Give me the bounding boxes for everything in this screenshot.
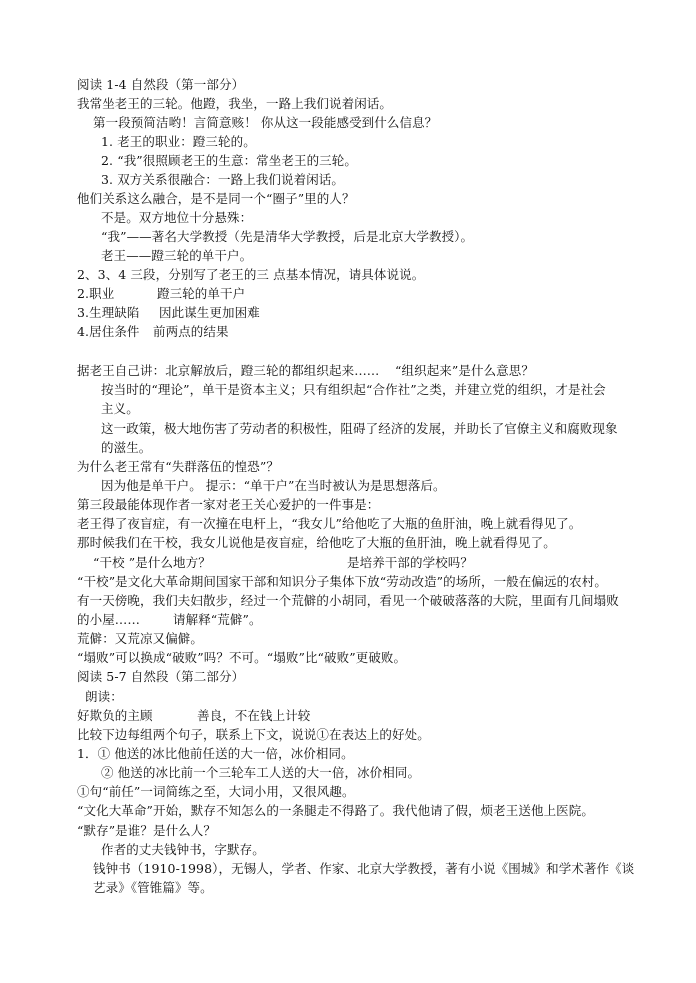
list-item: 1．① 他送的冰比他前任送的大一倍，冰价相同。	[77, 746, 354, 761]
text-line: 的小屋……	[77, 612, 141, 627]
text-line: 我常坐老王的三轮。他蹬，我坐，一路上我们说着闲话。	[77, 96, 393, 111]
section-heading-part-two: 阅读 5-7 自然段（第二部分）	[77, 669, 245, 684]
text-line: 荒僻：又荒凉又偏僻。	[77, 631, 204, 646]
section-heading-part-one: 阅读 1-4 自然段（第一部分）	[77, 77, 245, 92]
list-item: 2. “我”很照顾老王的生意：常坐老王的三轮。	[101, 153, 357, 168]
text-line: 主义。	[101, 401, 139, 416]
list-item-value: 蹬三轮的单干户	[157, 286, 246, 301]
question-line: 他们关系这么融合，是不是同一个“圈子”里的人？	[77, 191, 355, 206]
text-line: 的滋生。	[101, 440, 152, 455]
text-line: 朗读：	[85, 689, 123, 704]
list-item-label: 4.居住条件	[77, 324, 140, 339]
text-line: 善良，不在钱上计较	[197, 708, 311, 723]
list-item-value: 因此谋生更加困难	[159, 305, 260, 320]
text-line: 据老王自己讲：北京解放后，蹬三轮的都组织起来……	[77, 363, 380, 378]
text-line: “文化大革命”开始，默存不知怎么的一条腿走不得路了。我代他请了假，烦老王送他上医院。	[77, 803, 594, 818]
text-line: 那时候我们在干校，我女儿说他是夜盲症，给他吃了大瓶的鱼肝油，晚上就看得见了。	[77, 535, 556, 550]
question-line: 请解释“荒僻”。	[173, 612, 262, 627]
text-line: 2、3、4 三段，分别写了老王的三 点基本情况，请具体说说。	[77, 267, 425, 282]
question-line: 为什么老王常有“失群落伍的惶恐”？	[77, 459, 279, 474]
text-line: “塌败”可以换成“破败”吗？不可。“塌败”比“破败”更破败。	[77, 650, 407, 665]
question-line: “默存”是谁？是什么人？	[77, 823, 216, 838]
list-item: ② 他送的冰比前一个三轮车工人送的大一倍，冰价相同。	[101, 765, 421, 780]
list-item: 3. 双方关系很融合：一路上我们说着闲话。	[101, 172, 345, 187]
text-line: 比较下边每组两个句子，联系上下文，说说①在表达上的好处。	[77, 727, 430, 742]
text-line: 作者的丈夫钱钟书，字默存。	[101, 842, 265, 857]
text-line: 好欺负的主顾	[77, 708, 153, 723]
text-line: ①句“前任”一词简练之至，大词小用，又很风趣。	[77, 784, 355, 799]
text-line: 这一政策，极大地伤害了劳动者的积极性，阻碍了经济的发展，并助长了官僚主义和腐败现象	[101, 421, 618, 436]
text-line: “我”——著名大学教授（先是清华大学教授，后是北京大学教授）。	[101, 229, 474, 244]
text-line: 按当时的“理论”，单干是资本主义；只有组织起“合作社”之类，并建立党的组织，才是社会	[101, 382, 606, 397]
list-item-label: 3.生理缺陷	[77, 305, 140, 320]
question-line: “组织起来”是什么意思？	[395, 363, 534, 378]
question-line: 是培养干部的学校吗？	[347, 555, 474, 570]
question-line: “干校 ”是什么地方？	[93, 555, 211, 570]
text-line: 艺录》《管锥篇》等。	[93, 880, 213, 895]
text-line: 钱钟书（1910-1998），无锡人，学者、作家、北京大学教授，著有小说《围城》和学术著作《谈	[93, 861, 635, 876]
list-item-label: 2.职业	[77, 286, 115, 301]
text-line: 不是。双方地位十分悬殊：	[101, 210, 253, 225]
text-line: 老王得了夜盲症，有一次撞在电杆上，“我女儿”给他吃了大瓶的鱼肝油，晚上就看得见了。	[77, 516, 582, 531]
text-line: 有一天傍晚，我们夫妇散步，经过一个荒僻的小胡同，看见一个破破落落的大院，里面有几间塌败	[77, 593, 619, 608]
text-line: 第三段最能体现作者一家对老王关心爱护的一件事是：	[77, 497, 380, 512]
text-line: “干校”是文化大革命期间国家干部和知识分子集体下放“劳动改造”的场所，一般在偏远的农村。	[77, 574, 607, 589]
text-line: 第一段预简洁哟！言简意赅！ 你从这一段能感受到什么信息？	[93, 115, 438, 130]
text-line: 因为他是单干户。 提示：“单干户”在当时被认为是思想落后。	[101, 478, 446, 493]
list-item: 1. 老王的职业：蹬三轮的。	[101, 134, 256, 149]
list-item-value: 前两点的结果	[153, 324, 229, 339]
text-line: 老王——蹬三轮的单干户。	[101, 248, 253, 263]
